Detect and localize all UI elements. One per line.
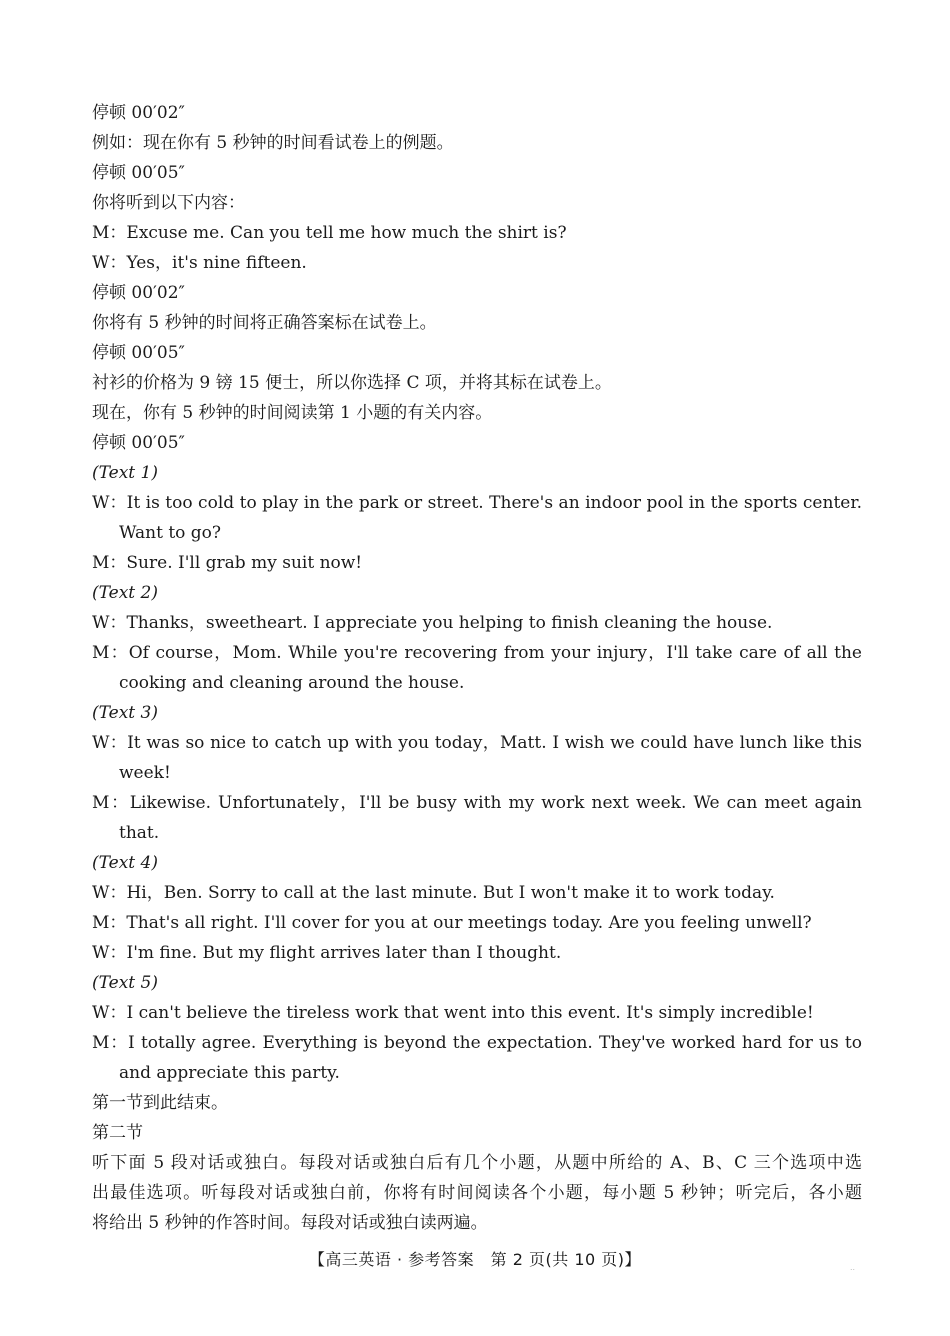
dialogue-line-continued: cooking and cleaning around the house.: [119, 673, 465, 693]
text-label: (Text 4): [92, 853, 158, 873]
dialogue-line: W：I can't believe the tireless work that went into this event. It's simply incredible!: [92, 1003, 814, 1023]
dialogue-line: M：I totally agree. Everything is beyond the expectation. They've worked hard for us to: [92, 1033, 862, 1053]
section-title: 第二节: [92, 1123, 143, 1143]
instruction-line: 将给出 5 秒钟的作答时间。每段对话或独白读两遍。: [92, 1213, 488, 1233]
dialogue-line-continued: that.: [119, 823, 160, 843]
pause-line: 停顿 00′05″: [92, 343, 185, 363]
example-answer-line: 衬衫的价格为 9 镑 15 便士，所以你选择 C 项，并将其标在试卷上。: [92, 373, 612, 393]
pause-line: 停顿 00′05″: [92, 163, 185, 183]
pause-line: 停顿 00′02″: [92, 103, 185, 123]
will-hear-line: 你将听到以下内容：: [92, 193, 245, 213]
mark-answer-line: 你将有 5 秒钟的时间将正确答案标在试卷上。: [92, 313, 437, 333]
dialogue-line: M：That's all right. I'll cover for you at our meetings today. Are you feeling unwell?: [92, 913, 812, 933]
text-label: (Text 5): [92, 973, 158, 993]
dialogue-line: W：Thanks，sweetheart. I appreciate you helping to finish cleaning the house.: [92, 613, 773, 633]
dialogue-line: W：I'm fine. But my flight arrives later than I thought.: [92, 943, 562, 963]
pause-line: 停顿 00′05″: [92, 433, 185, 453]
dialogue-line: M：Of course，Mom. While you're recovering from your injury，I'll take care of all the: [92, 643, 862, 663]
page-body: [92, 98, 862, 1238]
corner-mark: ..: [850, 1262, 856, 1272]
example-woman-line: W：Yes，it's nine fifteen.: [92, 253, 307, 273]
dialogue-line: W：Hi，Ben. Sorry to call at the last minute. But I won't make it to work today.: [92, 883, 775, 903]
dialogue-line-continued: week!: [119, 763, 171, 783]
text-label: (Text 3): [92, 703, 158, 723]
instruction-line: 出最佳选项。听每段对话或独白前，你将有时间阅读各个小题，每小题 5 秒钟；听完后，各小题: [92, 1183, 862, 1203]
dialogue-line: W：It is too cold to play in the park or street. There's an indoor pool in the sports center.: [92, 493, 862, 513]
section-end-line: 第一节到此结束。: [92, 1093, 228, 1113]
example-man-line: M：Excuse me. Can you tell me how much the shirt is?: [92, 223, 567, 243]
dialogue-line: M：Likewise. Unfortunately，I'll be busy with my work next week. We can meet again: [92, 793, 862, 813]
dialogue-line: W：It was so nice to catch up with you today，Matt. I wish we could have lunch like this: [92, 733, 862, 753]
dialogue-line-continued: and appreciate this party.: [119, 1063, 340, 1083]
text-label: (Text 2): [92, 583, 158, 603]
read-question-line: 现在，你有 5 秒钟的时间阅读第 1 小题的有关内容。: [92, 403, 493, 423]
example-intro: 例如：现在你有 5 秒钟的时间看试卷上的例题。: [92, 133, 454, 153]
dialogue-line: M：Sure. I'll grab my suit now!: [92, 553, 363, 573]
text-label: (Text 1): [92, 463, 158, 483]
dialogue-line-continued: Want to go?: [119, 523, 222, 543]
pause-line: 停顿 00′02″: [92, 283, 185, 303]
instruction-line: 听下面 5 段对话或独白。每段对话或独白后有几个小题，从题中所给的 A、B、C 三个选项中选: [92, 1153, 862, 1173]
page-footer: 【高三英语 · 参考答案 第 2 页(共 10 页)】: [308, 1250, 642, 1269]
